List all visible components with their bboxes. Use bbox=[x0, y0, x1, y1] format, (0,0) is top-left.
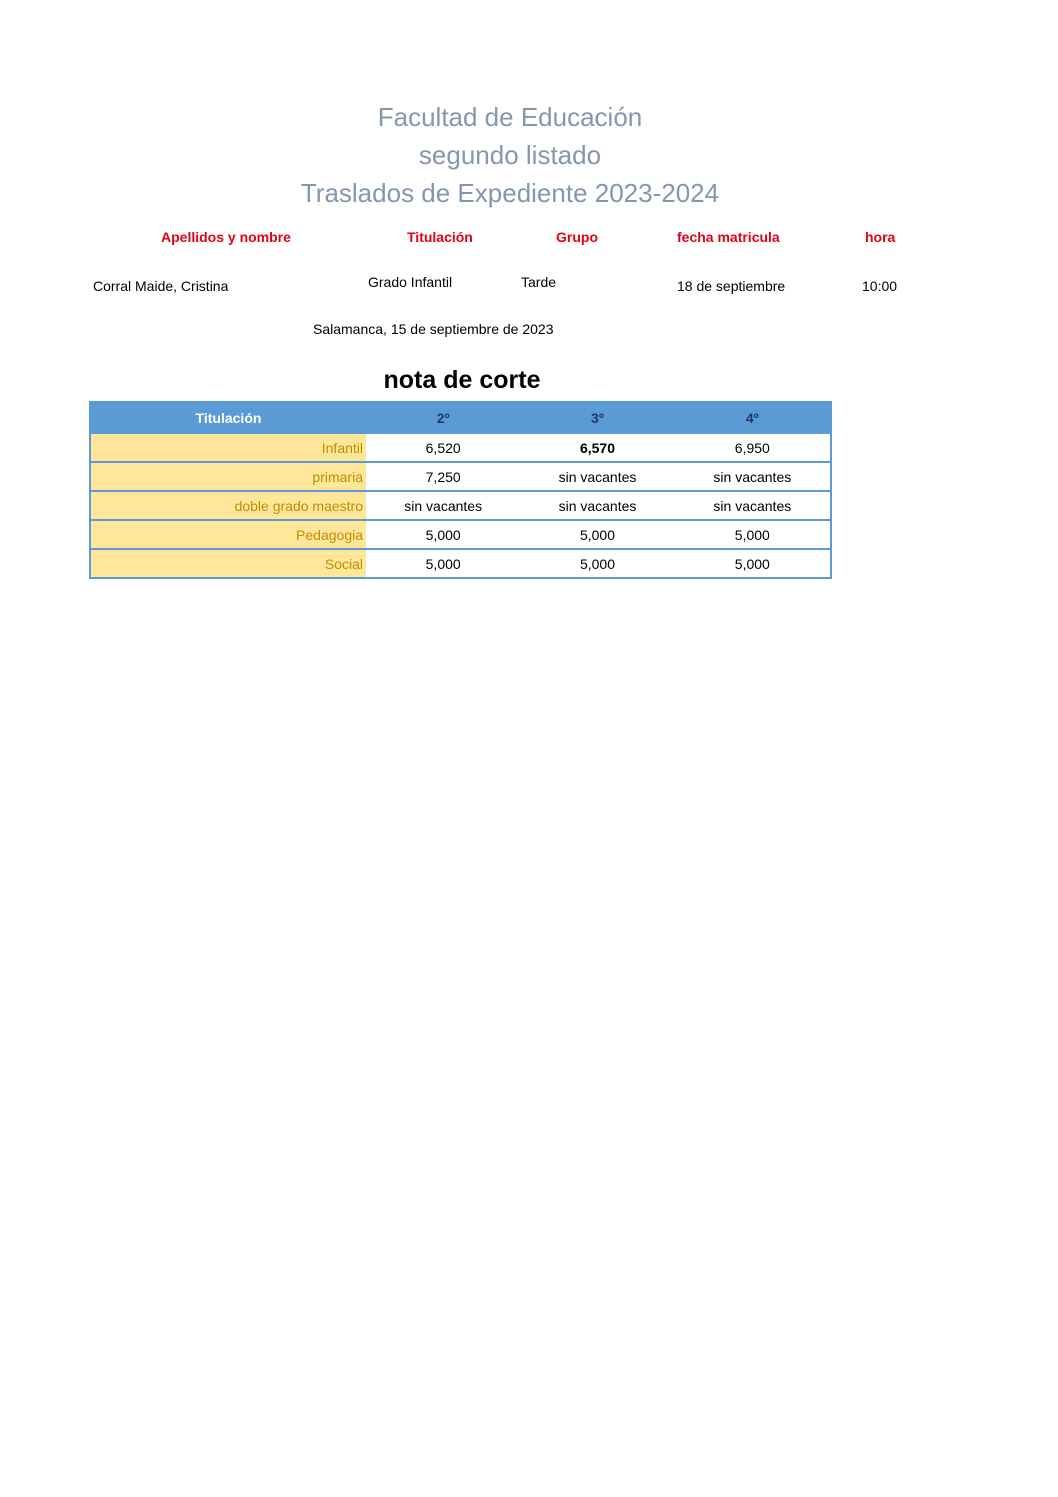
student-grupo: Tarde bbox=[521, 274, 557, 290]
row-label: doble grado maestro bbox=[90, 491, 366, 520]
table-cell: 5,000 bbox=[366, 520, 520, 549]
nota-de-corte-title: nota de corte bbox=[383, 366, 541, 394]
place-date: Salamanca, 15 de septiembre de 2023 bbox=[313, 321, 554, 337]
header-nombre: Apellidos y nombre bbox=[161, 229, 291, 245]
table-cell: 6,520 bbox=[366, 433, 520, 462]
table-cell: sin vacantes bbox=[675, 491, 831, 520]
table-row bbox=[90, 520, 831, 549]
column-header-4: 4º bbox=[675, 402, 831, 433]
table-row bbox=[90, 491, 831, 520]
header-hora: hora bbox=[865, 229, 896, 245]
header-fecha: fecha matricula bbox=[677, 229, 780, 245]
table-cell: 5,000 bbox=[366, 549, 520, 578]
table-cell: 6,570 bbox=[520, 433, 674, 462]
row-label: primaria bbox=[90, 462, 366, 491]
table-cell: sin vacantes bbox=[520, 462, 674, 491]
nota-de-corte-table bbox=[89, 401, 832, 579]
student-hora: 10:00 bbox=[862, 278, 898, 294]
title-transfers: Traslados de Expediente 2023-2024 bbox=[300, 178, 720, 208]
row-label: Social bbox=[90, 549, 366, 578]
title-listing: segundo listado bbox=[418, 140, 602, 170]
header-titulacion: Titulación bbox=[407, 229, 473, 245]
table-row bbox=[90, 462, 831, 491]
table-cell: 5,000 bbox=[520, 520, 674, 549]
row-label: Pedagogia bbox=[90, 520, 366, 549]
column-header-titulacion: Titulación bbox=[90, 402, 366, 433]
header-grupo: Grupo bbox=[556, 229, 598, 245]
table-row bbox=[90, 549, 831, 578]
table-cell: 5,000 bbox=[520, 549, 674, 578]
title-faculty: Facultad de Educación bbox=[377, 102, 643, 132]
table-header-row bbox=[90, 402, 831, 433]
table-cell: sin vacantes bbox=[366, 491, 520, 520]
table-cell: 7,250 bbox=[366, 462, 520, 491]
document-title bbox=[0, 98, 1020, 212]
student-fecha: 18 de septiembre bbox=[677, 278, 786, 294]
table-cell: 5,000 bbox=[675, 520, 831, 549]
column-header-3: 3º bbox=[520, 402, 674, 433]
student-nombre: Corral Maide, Cristina bbox=[93, 278, 229, 294]
table-cell: sin vacantes bbox=[675, 462, 831, 491]
table-cell: 5,000 bbox=[675, 549, 831, 578]
row-label: Infantil bbox=[90, 433, 366, 462]
student-titulacion: Grado Infantil bbox=[368, 274, 453, 290]
column-header-2: 2º bbox=[366, 402, 520, 433]
table-cell: sin vacantes bbox=[520, 491, 674, 520]
table-row bbox=[90, 433, 831, 462]
table-cell: 6,950 bbox=[675, 433, 831, 462]
